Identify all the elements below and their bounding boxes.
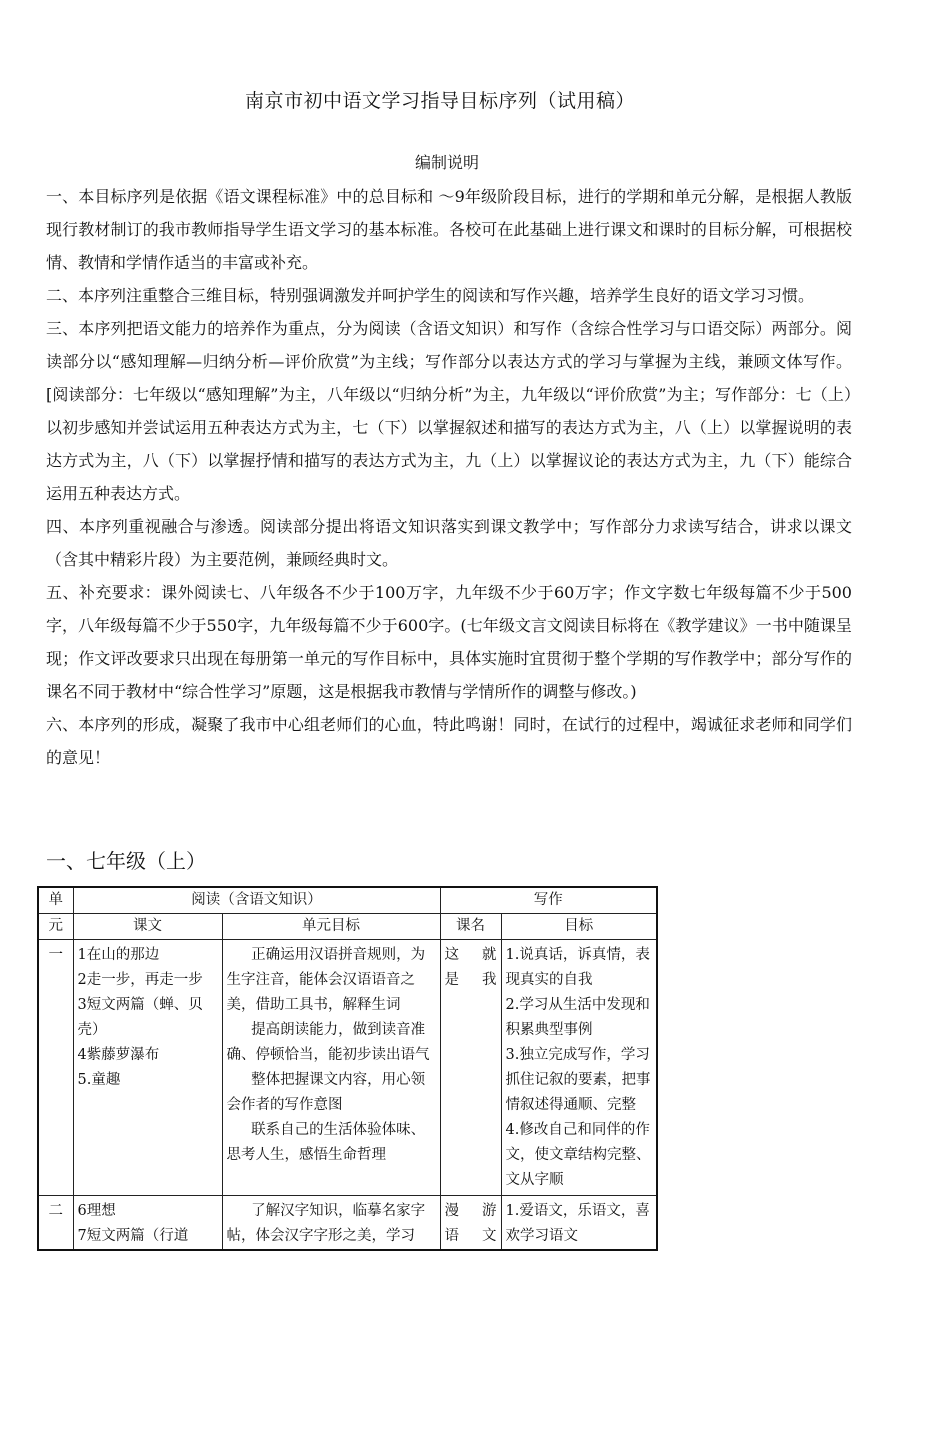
unit-goal-item: 了解汉字知识，临摹名家字帖，体会汉字字形之美，学习 [226, 1203, 426, 1244]
reading-header: 阅读（含语文知识） [73, 887, 440, 914]
unit-goal-list [222, 1196, 440, 1251]
course-name-line: 语文 [444, 1228, 497, 1244]
grade-heading: 一、七年级（上） [46, 849, 206, 873]
course-name [440, 1196, 501, 1251]
unit-number: 一 [38, 940, 73, 1196]
section-subtitle: 编制说明 [414, 153, 479, 172]
table-row [38, 1196, 657, 1251]
unit-goal-item: 整体把握课文内容，用心领会作者的写作意图 [226, 1072, 426, 1113]
unit-goal-list [222, 940, 440, 1196]
writing-goal-item: 2.学习从生活中发现和积累典型事例 [505, 997, 650, 1038]
writing-goal-list [501, 940, 657, 1196]
table-header-row [38, 887, 657, 914]
writing-goal-item: 1.爱语文，乐语文，喜欢学习语文 [505, 1203, 650, 1244]
unit-goal-item: 提高朗读能力，做到读音准确、停顿恰当，能初步读出语气 [226, 1022, 430, 1063]
paragraph-4: 四、本序列重视融合与渗透。阅读部分提出将语文知识落实到课文教学中；写作部分力求读写结合，讲求以课文（含其中精彩片段）为主要范例，兼顾经典时文。 [46, 517, 852, 569]
unit-goal-item: 联系自己的生活体验体味、思考人生，感悟生命哲理 [226, 1122, 426, 1163]
writing-header: 写作 [440, 887, 657, 914]
table-subheader-row [38, 914, 657, 940]
writing-goal-list [501, 1196, 657, 1251]
course-name-line: 漫游 [444, 1203, 497, 1219]
text-item: 3短文两篇（蝉、贝壳） [77, 997, 203, 1038]
paragraph-5: 五、补充要求：课外阅读七、八年级各不少于100万字，九年级不少于60万字；作文字数七年级每篇不少于500字，八年级每篇不少于550字，九年级每篇不少于600字。(七年级文言文阅读目标将在《教学建议》一书中随课呈现；作文评改要求只出现在每册第一单元的写作目标中，具体实施时宜贯彻于整个学期的写作教学中；部分写作的课名不同于教材中“综合性学习”原题，这是根据我市教情与学情所作的调整与修改。) [46, 583, 852, 701]
paragraph-6: 六、本序列的形成，凝聚了我市中心组老师们的心血，特此鸣谢！同时，在试行的过程中，竭诚征求老师和同学们的意见！ [46, 715, 852, 767]
unit-number: 二 [38, 1196, 73, 1251]
text-list [73, 1196, 222, 1251]
unit-goal-item: 正确运用汉语拼音规则，为生字注音，能体会汉语语音之美，借助工具书，解释生词 [226, 947, 426, 1013]
unit-goal-header: 单元目标 [222, 914, 440, 940]
text-item: 6理想 [77, 1203, 116, 1219]
table-row [38, 940, 657, 1196]
paragraph-2: 二、本序列注重整合三维目标，特别强调激发并呵护学生的阅读和写作兴趣，培养学生良好的语文学习习惯。 [46, 286, 815, 305]
text-item: 1在山的那边 [77, 947, 160, 963]
writing-goal-item: 1.说真话，诉真情，表现真实的自我 [505, 947, 650, 988]
goals-table [37, 886, 658, 1251]
text-item: 4紫藤萝瀑布 [77, 1047, 160, 1063]
unit-header-top: 单 [38, 887, 73, 914]
explanation-body [46, 180, 852, 774]
course-name [440, 940, 501, 1196]
text-item: 5.童趣 [77, 1072, 121, 1088]
writing-goal-item: 4.修改自己和同伴的作文，使文章结构完整、文从字顺 [505, 1122, 651, 1188]
writing-goal-item: 3.独立完成写作，学习抓住记叙的要素，把事情叙述得通顺、完整 [505, 1047, 651, 1113]
text-item: 2走一步，再走一步 [77, 972, 203, 988]
course-header: 课名 [440, 914, 501, 940]
course-name-line: 这就 [444, 947, 497, 963]
goal-header: 目标 [501, 914, 657, 940]
unit-header-bottom: 元 [38, 914, 73, 940]
paragraph-3: 三、本序列把语文能力的培养作为重点，分为阅读（含语文知识）和写作（含综合性学习与口语交际）两部分。阅读部分以“感知理解—归纳分析—评价欣赏”为主线；写作部分以表达方式的学习与掌握为主线，兼顾文体写作。 [阅读部分：七年级以“感知理解”为主，八年级以“归纳分析”为主，九年级以“评价欣赏”为主；写作部分：七（上）以初步感知并尝试运用五种表达方式为主，七（下）以掌握叙述和描写的表达方式为主，八（上）以掌握说明的表达方式为主，八（下）以掌握抒情和描写的表达方式为主，九（上）以掌握议论的表达方式为主，九（下）能综合运用五种表达方式。 [46, 319, 852, 503]
course-name-line: 是我 [444, 972, 497, 988]
paragraph-1: 一、本目标序列是依据《语文课程标准》中的总目标和 ～9年级阶段目标，进行的学期和单元分解，是根据人教版现行教材制订的我市教师指导学生语文学习的基本标准。各校可在此基础上进行课文和课时的目标分解，可根据校情、教情和学情作适当的丰富或补充。 [46, 187, 852, 272]
text-header: 课文 [73, 914, 222, 940]
text-item: 7短文两篇（行道 [77, 1228, 189, 1244]
document-title: 南京市初中语文学习指导目标序列（试用稿） [244, 90, 635, 112]
text-list [73, 940, 222, 1196]
